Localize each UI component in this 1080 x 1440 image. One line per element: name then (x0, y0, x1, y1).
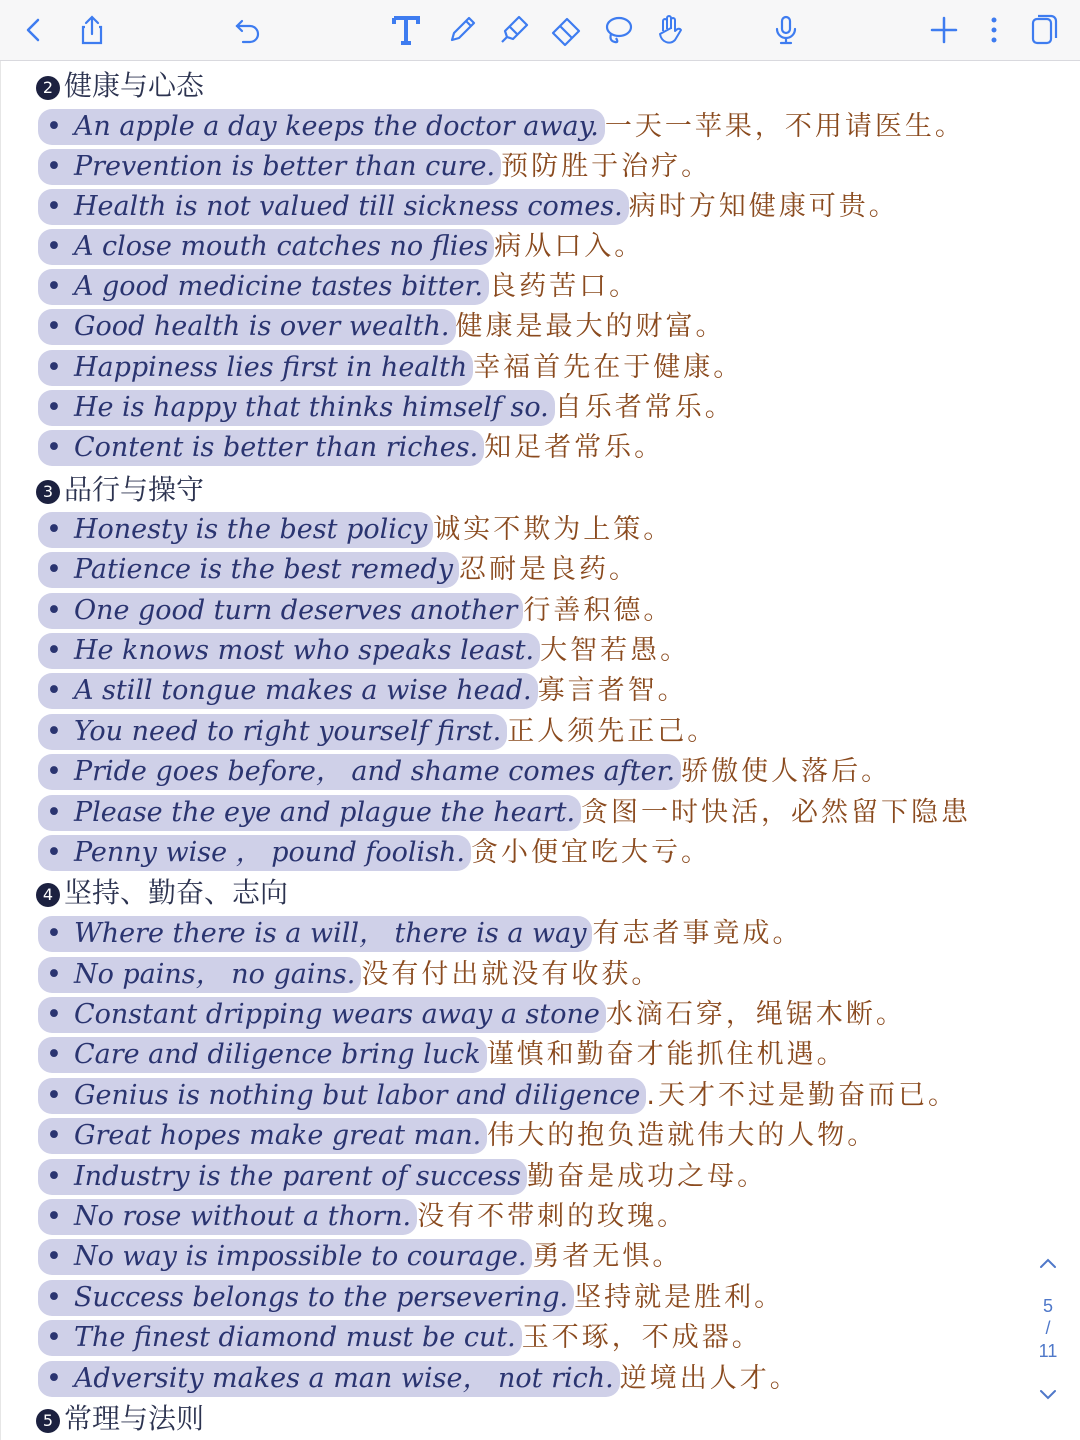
chinese-text: 健康是最大的财富。 (455, 311, 726, 342)
english-text: Health is not valued till sickness comes. (73, 191, 623, 222)
section-number: 5 (36, 1409, 60, 1433)
section-heading (36, 876, 288, 910)
highlighted-english: • Prevention is better than cure. (38, 149, 501, 185)
chinese-text: 勇者无惧。 (532, 1241, 683, 1272)
highlighted-english: • Care and diligence bring luck (38, 1037, 487, 1073)
hand-tool-icon[interactable] (648, 8, 692, 52)
highlighted-english: • A close mouth catches no flies (38, 229, 494, 265)
proverb-line (38, 1239, 682, 1279)
chinese-text: 忍耐是良药。 (458, 554, 639, 585)
pen-icon[interactable] (440, 8, 484, 52)
section-title: 坚持、勤奋、志向 (64, 876, 289, 909)
chinese-text: 一天一苹果，不用请医生。 (604, 111, 965, 142)
proverb-line (38, 430, 664, 470)
microphone-icon[interactable] (764, 8, 808, 52)
chinese-text: 逆境出人才。 (619, 1363, 800, 1394)
proverb-line (38, 1361, 800, 1401)
english-text: A good medicine tastes bitter. (73, 271, 484, 302)
english-text: No rose without a thorn. (73, 1201, 412, 1232)
highlighted-english: • Please the eye and plague the heart. (38, 795, 581, 831)
english-text: He is happy that thinks himself so. (73, 392, 549, 423)
more-icon[interactable] (972, 8, 1016, 52)
proverb-line (38, 916, 802, 956)
proverb-line (38, 1199, 687, 1239)
english-text: He knows most who speaks least. (73, 635, 535, 666)
highlighted-english: • The finest diamond must be cut. (38, 1320, 522, 1356)
chinese-text: 良药苦口。 (489, 271, 640, 302)
chinese-text: 玉不琢，不成器。 (521, 1322, 762, 1353)
toolbar (0, 0, 1080, 61)
chinese-text: 病从口入。 (494, 231, 645, 262)
proverb-line (38, 309, 726, 349)
next-page-chevron-down-icon[interactable] (1034, 1380, 1062, 1408)
proverb-line (38, 1078, 958, 1118)
english-text: Prevention is better than cure. (73, 151, 496, 182)
add-icon[interactable] (922, 8, 966, 52)
chinese-text: .天才不过是勤奋而已。 (646, 1080, 958, 1111)
proverb-line (38, 997, 906, 1037)
english-text: A still tongue makes a wise head. (73, 675, 532, 706)
back-icon[interactable] (12, 8, 56, 52)
chinese-text: 骄傲使人落后。 (681, 756, 892, 787)
english-text: Care and diligence bring luck (73, 1039, 481, 1070)
highlighted-english: • Genius is nothing but labor and diligence (38, 1078, 646, 1114)
current-page-number: 5 (1042, 1296, 1053, 1316)
english-text: Genius is nothing but labor and diligence (73, 1080, 641, 1111)
english-text: An apple a day keeps the doctor away. (73, 111, 599, 142)
proverb-line (38, 593, 673, 633)
proverb-line (38, 229, 644, 269)
highlighter-icon[interactable] (492, 8, 536, 52)
proverb-line (38, 754, 891, 794)
chinese-text: 坚持就是胜利。 (574, 1282, 785, 1313)
english-text: Happiness lies first in health (73, 352, 468, 383)
text-tool-icon[interactable] (384, 8, 428, 52)
total-page-count: 11 (1038, 1341, 1058, 1361)
section-number: 2 (36, 76, 60, 100)
english-text: Patience is the best remedy (73, 554, 453, 585)
highlighted-english: • He is happy that thinks himself so. (38, 390, 555, 426)
chinese-text: 伟大的抱负造就伟大的人物。 (487, 1120, 878, 1151)
highlighted-english: • Adversity makes a man wise， not rich. (38, 1361, 620, 1397)
highlighted-english: • No rose without a thorn. (38, 1199, 417, 1235)
highlighted-english: • Health is not valued till sickness comes. (38, 189, 629, 225)
chinese-text: 预防胜于治疗。 (501, 151, 712, 182)
chinese-text: 正人须先正己。 (507, 716, 718, 747)
highlighted-english: • A good medicine tastes bitter. (38, 269, 489, 305)
previous-page-chevron-up-icon[interactable] (1034, 1250, 1062, 1278)
highlighted-english: • Penny wise ， pound foolish. (38, 835, 471, 871)
page-separator: / (1045, 1318, 1051, 1338)
chinese-text: 勤奋是成功之母。 (527, 1161, 768, 1192)
highlighted-english: • Honesty is the best policy (38, 512, 433, 548)
proverb-line (38, 1037, 847, 1077)
english-text: A close mouth catches no flies (73, 231, 489, 262)
highlighted-english: • Where there is a will， there is a way (38, 916, 592, 952)
proverb-line (38, 1280, 784, 1320)
highlighted-english: • Pride goes before， and shame comes after. (38, 754, 681, 790)
proverb-line (38, 1159, 767, 1199)
english-text: No way is impossible to courage. (73, 1241, 527, 1272)
chinese-text: 病时方知健康可贵。 (628, 191, 899, 222)
section-heading (36, 1402, 204, 1436)
proverb-line (38, 390, 735, 430)
highlighted-english: • Content is better than riches. (38, 430, 484, 466)
share-icon[interactable] (70, 8, 114, 52)
chinese-text: 大智若愚。 (540, 635, 691, 666)
english-text: Great hopes make great man. (73, 1120, 482, 1151)
highlighted-english: • A still tongue makes a wise head. (38, 673, 538, 709)
proverb-line (38, 1118, 877, 1158)
english-text: One good turn deserves another (73, 595, 518, 626)
highlighted-english: • Constant dripping wears away a stone (38, 997, 606, 1033)
pages-icon[interactable] (1022, 8, 1066, 52)
english-text: You need to right yourself first. (73, 716, 502, 747)
note-page[interactable] (0, 61, 1080, 1440)
chinese-text: 行善积德。 (523, 595, 674, 626)
proverb-line (38, 673, 688, 713)
chinese-text: 水滴石穿，绳锯木断。 (605, 999, 906, 1030)
proverb-line (38, 633, 690, 673)
proverb-line (38, 835, 711, 875)
chinese-text: 没有付出就没有收获。 (361, 959, 662, 990)
english-text: Please the eye and plague the heart. (73, 797, 576, 828)
highlighted-english: • Happiness lies first in health (38, 350, 473, 386)
section-heading (36, 69, 204, 103)
proverb-line (38, 714, 717, 754)
english-text: Good health is over wealth. (73, 311, 450, 342)
english-text: Success belongs to the persevering. (73, 1282, 569, 1313)
proverb-line (38, 109, 965, 149)
chinese-text: 知足者常乐。 (484, 432, 665, 463)
english-text: Honesty is the best policy (73, 514, 428, 545)
section-number: 4 (36, 883, 60, 907)
highlighted-english: • He knows most who speaks least. (38, 633, 540, 669)
highlighted-english: • No pains， no gains. (38, 957, 361, 993)
proverb-line (38, 350, 743, 390)
chinese-text: 谨慎和勤奋才能抓住机遇。 (486, 1039, 847, 1070)
highlighted-english: • Success belongs to the persevering. (38, 1280, 574, 1316)
english-text: Where there is a will， there is a way (73, 918, 587, 949)
chinese-text: 自乐者常乐。 (554, 392, 735, 423)
english-text: Industry is the parent of success (73, 1161, 522, 1192)
english-text: Content is better than riches. (73, 432, 479, 463)
english-text: Pride goes before， and shame comes after. (73, 756, 676, 787)
highlighted-english: • No way is impossible to courage. (38, 1239, 532, 1275)
proverb-line (38, 512, 673, 552)
section-title: 健康与心态 (64, 69, 205, 102)
page-indicator (1026, 1250, 1070, 1410)
proverb-line (38, 269, 639, 309)
highlighted-english: • Good health is over wealth. (38, 309, 456, 345)
proverb-line (38, 189, 899, 229)
section-title: 品行与操守 (64, 473, 205, 506)
proverb-line (38, 1320, 762, 1360)
section-heading (36, 473, 204, 507)
english-text: The finest diamond must be cut. (73, 1322, 516, 1353)
english-text: No pains， no gains. (73, 959, 356, 990)
highlighted-english: • Great hopes make great man. (38, 1118, 487, 1154)
eraser-icon[interactable] (544, 8, 588, 52)
chinese-text: 幸福首先在于健康。 (473, 352, 744, 383)
highlighted-english: • You need to right yourself first. (38, 714, 507, 750)
proverb-line (38, 552, 639, 592)
proverb-line (38, 149, 711, 189)
chinese-text: 贪小便宜吃大亏。 (471, 837, 712, 868)
english-text: Adversity makes a man wise， not rich. (73, 1363, 614, 1394)
english-text: Penny wise ， pound foolish. (73, 837, 466, 868)
proverb-line (38, 957, 661, 997)
chinese-text: 没有不带刺的玫瑰。 (417, 1201, 688, 1232)
english-text: Constant dripping wears away a stone (73, 999, 600, 1030)
chinese-text: 寡言者智。 (537, 675, 688, 706)
lasso-icon[interactable] (596, 8, 640, 52)
highlighted-english: • An apple a day keeps the doctor away. (38, 109, 605, 145)
highlighted-english: • Industry is the parent of success (38, 1159, 527, 1195)
section-title: 常理与法则 (64, 1402, 205, 1435)
undo-icon[interactable] (226, 8, 270, 52)
highlighted-english: • One good turn deserves another (38, 593, 523, 629)
chinese-text: 有志者事竟成。 (592, 918, 803, 949)
chinese-text: 诚实不欺为上策。 (433, 514, 674, 545)
chinese-text: 贪图一时快活，必然留下隐患 (581, 797, 972, 828)
section-number: 3 (36, 480, 60, 504)
proverb-line (38, 795, 971, 835)
highlighted-english: • Patience is the best remedy (38, 552, 459, 588)
